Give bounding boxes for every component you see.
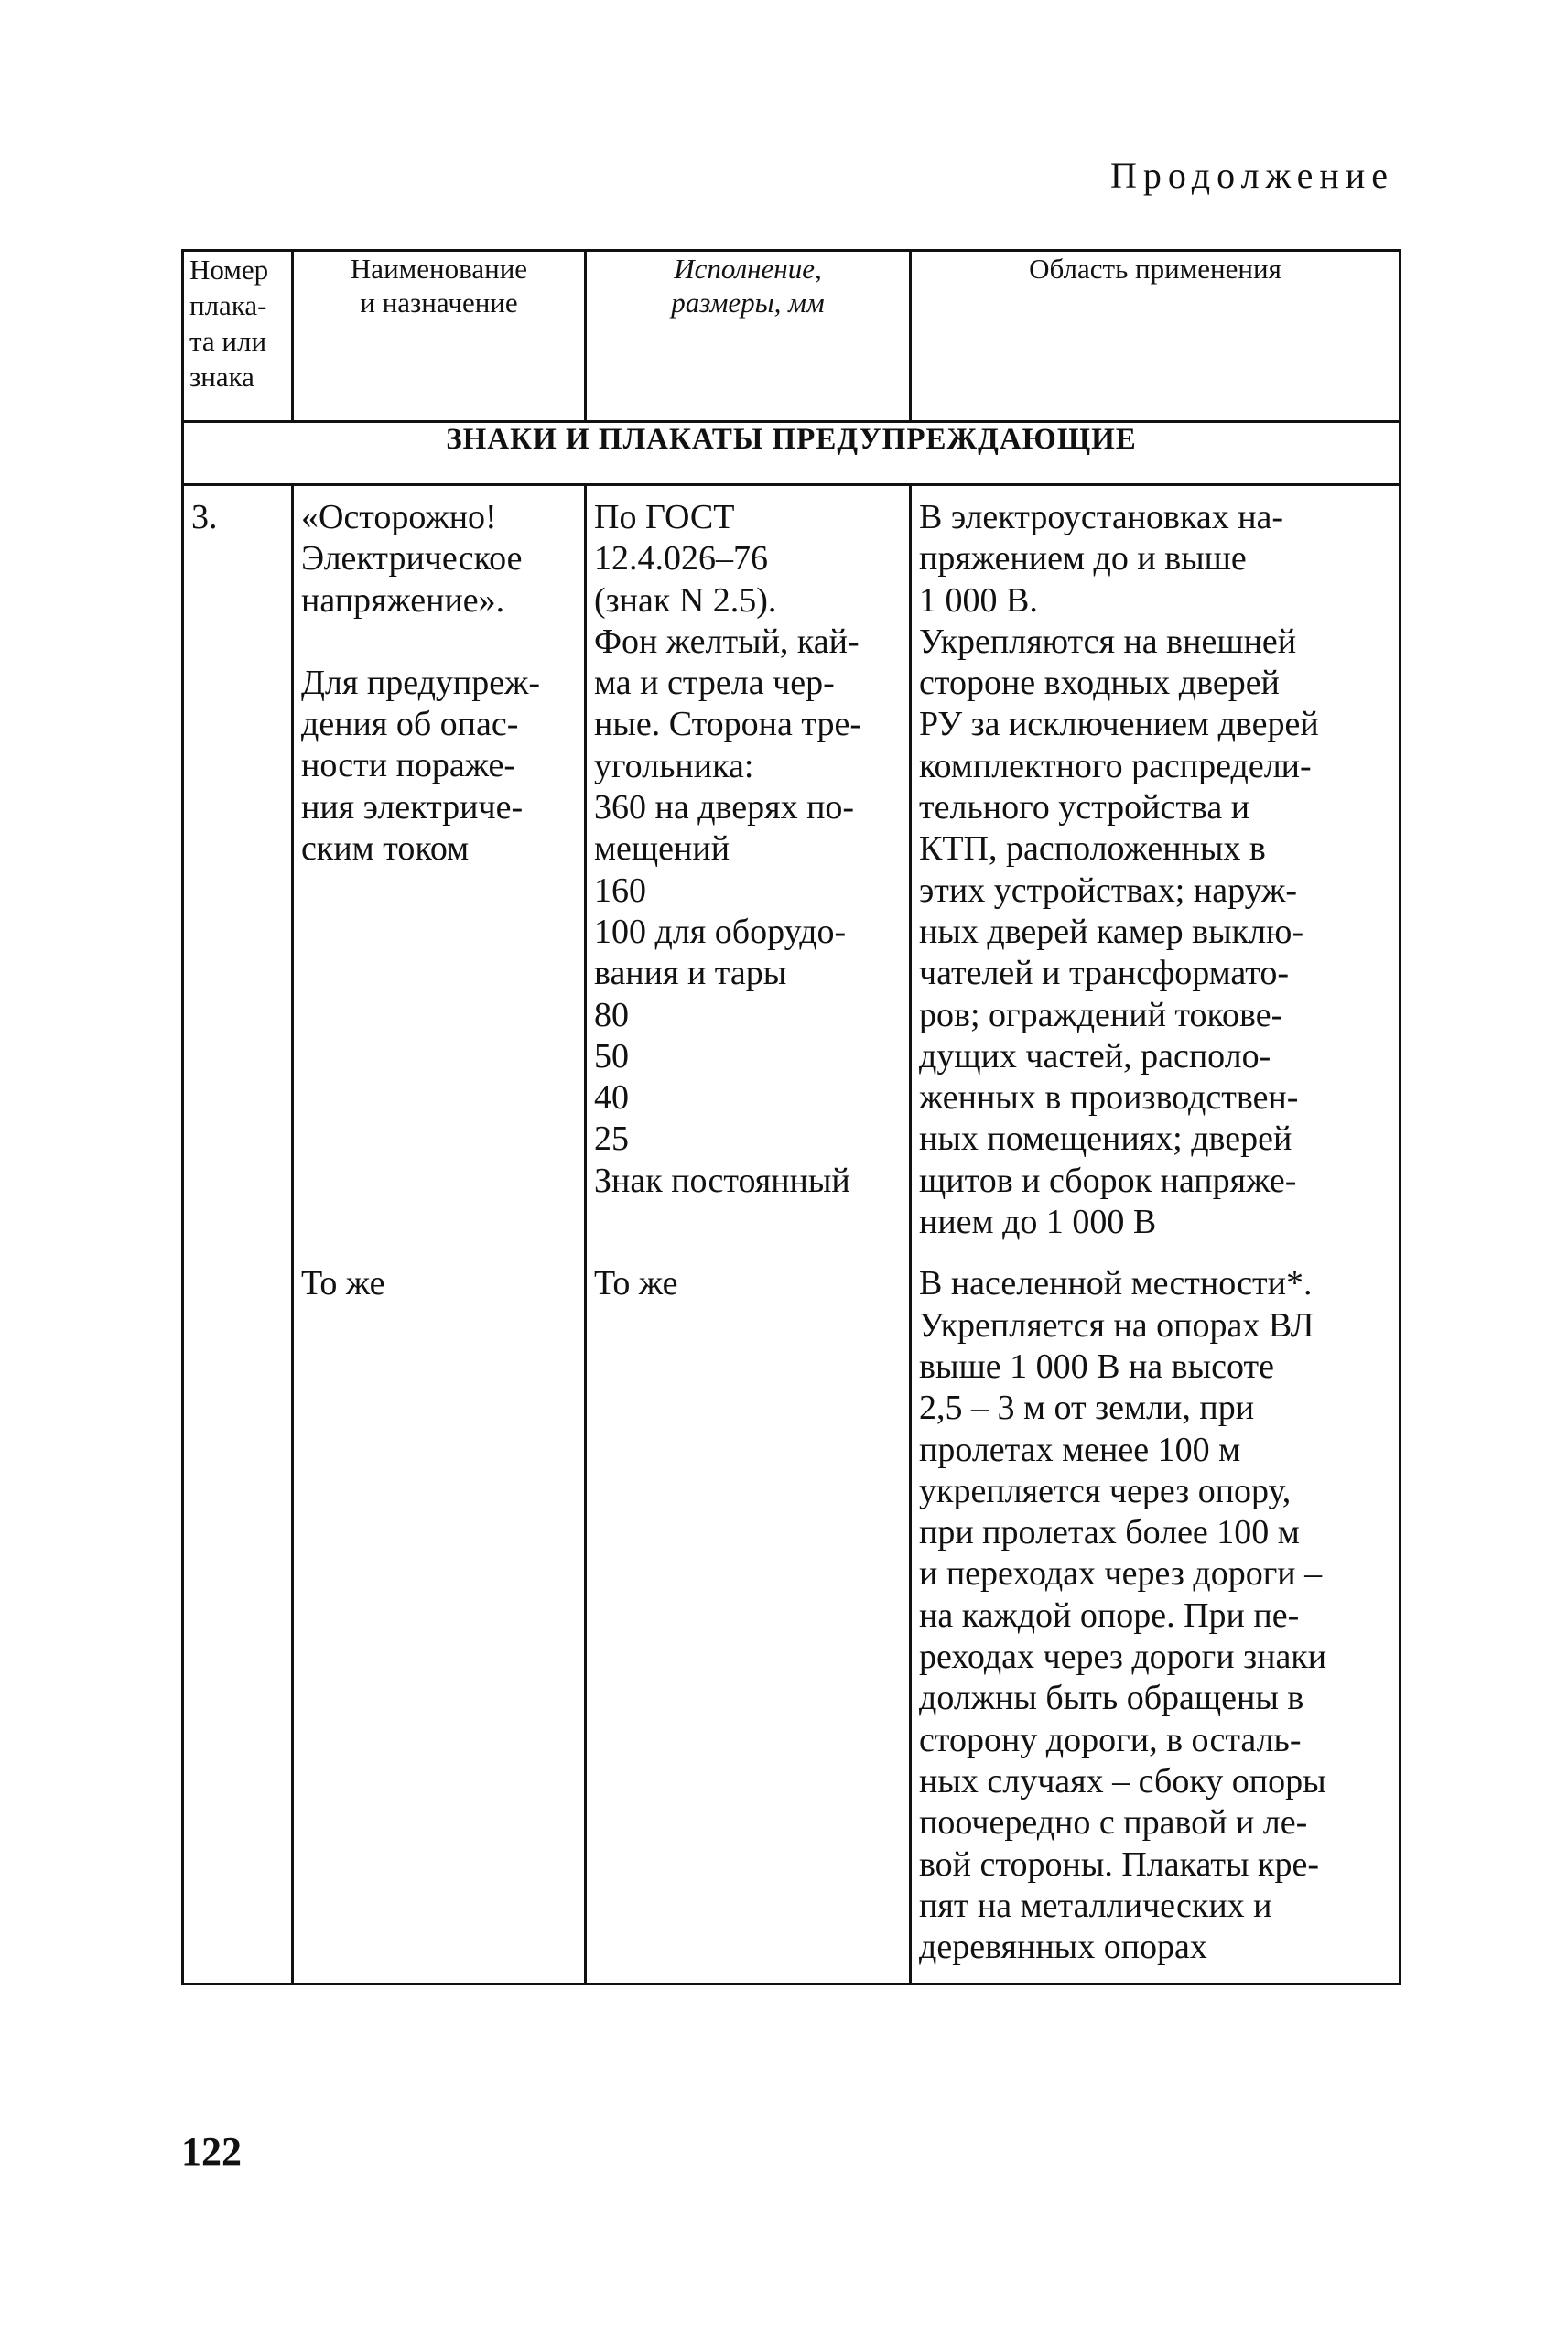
cell-number [183, 485, 293, 1984]
row-number: 3. [191, 498, 218, 536]
continuation-label: Продолжение [1110, 155, 1394, 196]
section-title: ЗНАКИ И ПЛАКАТЫ ПРЕДУПРЕЖДАЮЩИЕ [183, 422, 1400, 485]
cell-name [293, 1258, 586, 1984]
header-execution: Исполнение, размеры, мм [586, 251, 911, 422]
header-area: Область применения [911, 251, 1400, 422]
table-row [183, 1258, 1400, 1984]
sign-execution: По ГОСТ 12.4.026–76 (знак N 2.5). Фон желтый, кай- ма и стрела чер- ные. Сторона тре- угольника: 360 на дверях по- мещений 160 100 для оборудо- вания и тары 80 50 40 25 Знак постоянный [594, 498, 861, 1200]
page-number: 122 [181, 2129, 242, 2174]
sign-area: В электроустановках на- пряжением до и выше 1 000 В. Укрепляются на внешней стороне входных дверей РУ за исключением дверей комплектного распредели- тельного устройства и КТП, расположенных в этих устройствах; наруж- ных дверей камер выклю- чателей и трансформато- ров; ограждений токове- дущих частей, располо- женных в производствен- ных помещениях; дверей щитов и сборок напряже- нием до 1 000 В [919, 498, 1319, 1242]
cell-name [293, 485, 586, 1259]
cell-area [911, 1258, 1400, 1984]
signs-table [181, 249, 1401, 1985]
sign-title: «Осторожно! Электрическое напряжение». [301, 498, 523, 620]
header-name: Наименование и назначение [293, 251, 586, 422]
cell-execution [586, 1258, 911, 1984]
section-row [183, 422, 1400, 485]
cell-area [911, 485, 1400, 1259]
table-header-row [183, 251, 1400, 422]
sign-area-settlement: В населенной местности*. Укрепляется на опорах ВЛ выше 1 000 В на высоте 2,5 – 3 м от земли, при пролетах менее 100 м укрепляется через опору, при пролетах более 100 м и переходах через дороги – на каждой опоре. При пе- реходах через дороги знаки должны быть обращены в сторону дороги, в осталь- ных случаях – сбоку опоры поочередно с правой и ле- вой стороны. Плакаты кре- пят на металлических и деревянных опорах [919, 1264, 1327, 1967]
sign-purpose: Для предупреж- дения об опас- ности пораже- ния электриче- ским током [301, 663, 541, 869]
sign-name-same: То же [301, 1264, 385, 1303]
header-number: Номер плака- та или знака [183, 251, 293, 422]
sign-execution-same: То же [594, 1264, 678, 1303]
cell-execution [586, 485, 911, 1259]
table-row [183, 485, 1400, 1259]
